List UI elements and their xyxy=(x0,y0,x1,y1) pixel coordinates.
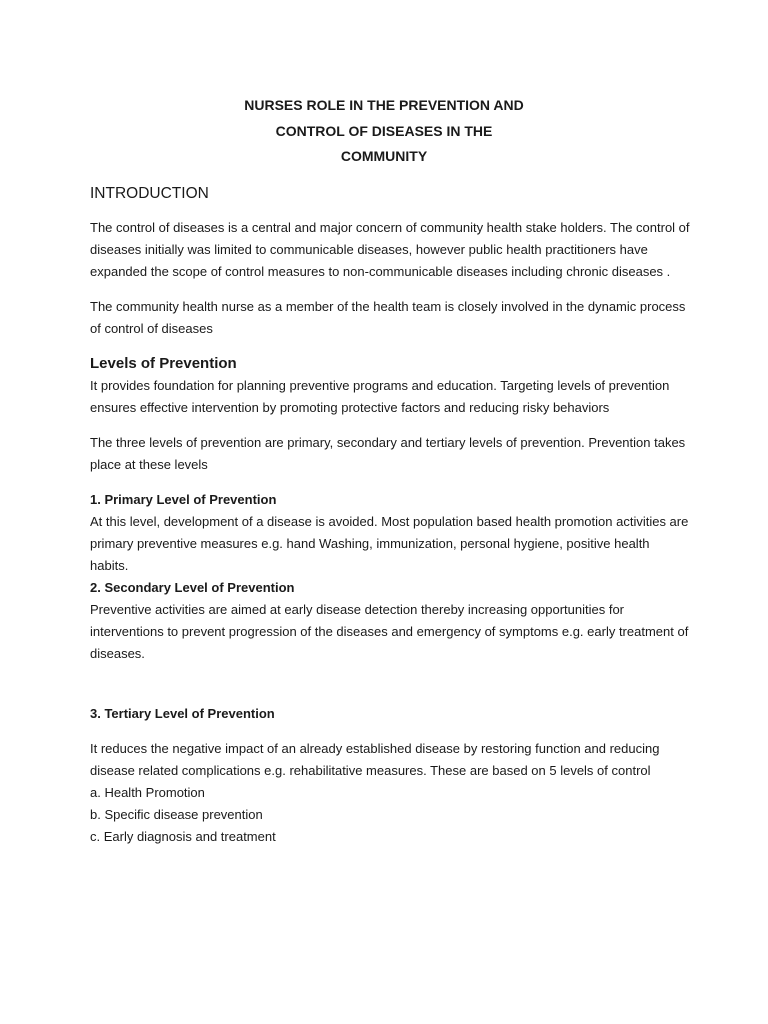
levels-paragraph-2: The three levels of prevention are primary, secondary and tertiary levels of prevention. Prevention takes place at these levels xyxy=(90,435,686,472)
tertiary-level-heading: 3. Tertiary Level of Prevention xyxy=(90,706,275,721)
title-line-1: NURSES ROLE IN THE PREVENTION AND xyxy=(244,97,524,113)
primary-level-heading: 1. Primary Level of Prevention xyxy=(90,492,277,507)
document-body xyxy=(90,183,690,848)
primary-level-text: At this level, development of a disease is avoided. Most population based health promotion activities are primary preventive measures e.g. hand Washing, immunization, personal hygiene, positive health habits. xyxy=(90,514,689,573)
tertiary-level-text: It reduces the negative impact of an already established disease by restoring function and reducing disease related complications e.g. rehabilitative measures. These are based on 5 levels of control xyxy=(90,741,660,778)
title-line-3: COMMUNITY xyxy=(340,148,428,164)
introduction-heading: INTRODUCTION xyxy=(90,185,209,202)
levels-heading: Levels of Prevention xyxy=(90,355,237,372)
levels-paragraph-1: It provides foundation for planning preventive programs and education. Targeting levels of prevention ensures effective intervention by promoting protective factors and reducing risky behaviors xyxy=(90,378,670,415)
document-title xyxy=(0,93,768,170)
title-line-2: CONTROL OF DISEASES IN THE xyxy=(275,122,493,139)
control-level-item: a. Health Promotion xyxy=(90,785,205,800)
secondary-level-text: Preventive activities are aimed at early disease detection thereby increasing opportunities for interventions to prevent progression of the diseases and emergency of symptoms e.g. early treatment of diseases. xyxy=(90,602,689,661)
secondary-level-heading: 2. Secondary Level of Prevention xyxy=(90,580,295,595)
control-level-item: b. Specific disease prevention xyxy=(90,807,263,822)
control-level-item: c. Early diagnosis and treatment xyxy=(90,829,276,844)
intro-paragraph-1: The control of diseases is a central and major concern of community health stake holders. The control of diseases initially was limited to communicable diseases, however public health practitioners have expanded the scope of control measures to non-communicable diseases including chronic diseases . xyxy=(90,220,690,279)
intro-paragraph-2: The community health nurse as a member of the health team is closely involved in the dynamic process of control of diseases xyxy=(90,299,686,336)
